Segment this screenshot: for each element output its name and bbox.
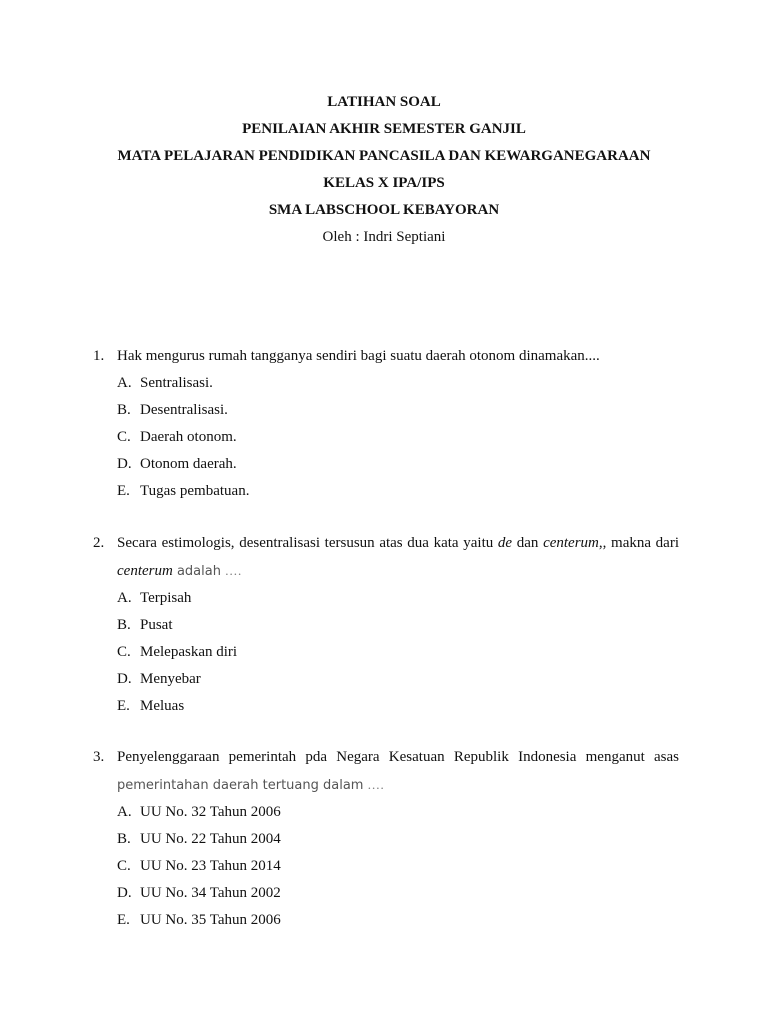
question-number: 1. [93, 348, 105, 364]
header-author: Oleh : Indri Septiani [322, 229, 446, 245]
option-text: UU No. 32 Tahun 2006 [140, 804, 281, 820]
option-item [117, 370, 679, 397]
option-letter: A. [117, 375, 132, 391]
question-2 [93, 530, 679, 720]
option-list [117, 370, 679, 505]
option-item [117, 826, 679, 853]
option-text: UU No. 34 Tahun 2002 [140, 885, 281, 901]
option-item [117, 424, 679, 451]
option-letter: E. [117, 483, 130, 499]
header-title: LATIHAN SOAL [327, 94, 441, 110]
option-letter: C. [117, 429, 131, 445]
option-item [117, 478, 679, 505]
question-3 [93, 744, 679, 934]
option-item [117, 397, 679, 424]
option-text: Daerah otonom. [140, 429, 237, 445]
header-subject: MATA PELAJARAN PENDIDIKAN PANCASILA DAN KEWARGANEGARAAN [117, 148, 651, 164]
option-letter: C. [117, 644, 131, 660]
option-item [117, 585, 679, 612]
option-item [117, 666, 679, 693]
option-text: Meluas [140, 698, 185, 714]
question-stem [93, 343, 679, 370]
option-text: Terpisah [140, 590, 192, 606]
option-item [117, 799, 679, 826]
option-item [117, 693, 679, 720]
option-letter: B. [117, 617, 131, 633]
option-letter: D. [117, 671, 132, 687]
option-text: UU No. 35 Tahun 2006 [140, 912, 281, 928]
document-header [0, 89, 768, 251]
option-letter: D. [117, 456, 132, 472]
option-list [117, 799, 679, 934]
option-item [117, 880, 679, 907]
option-item [117, 451, 679, 478]
header-class: KELAS X IPA/IPS [323, 175, 445, 191]
question-text-part: dan [512, 535, 544, 551]
option-text: Desentralisasi. [140, 402, 228, 418]
option-text: Melepaskan diri [140, 644, 238, 660]
option-letter: E. [117, 912, 130, 928]
option-letter: B. [117, 402, 131, 418]
option-letter: B. [117, 831, 131, 847]
option-letter: D. [117, 885, 132, 901]
option-text: Menyebar [140, 671, 201, 687]
option-text: Otonom daerah. [140, 456, 237, 472]
question-text-part: Secara estimologis, desentralisasi tersusun atas dua kata yaitu [117, 535, 498, 551]
option-item [117, 853, 679, 880]
header-school: SMA LABSCHOOL KEBAYORAN [268, 202, 500, 218]
option-item [117, 907, 679, 934]
option-list [117, 585, 679, 720]
option-letter: A. [117, 804, 132, 820]
option-letter: A. [117, 590, 132, 606]
header-exam-name: PENILAIAN AKHIR SEMESTER GANJIL [242, 121, 526, 137]
question-1 [93, 343, 679, 505]
option-text: UU No. 22 Tahun 2004 [140, 831, 281, 847]
question-number: 3. [93, 749, 105, 765]
question-ellipsis: .... [220, 563, 243, 578]
question-term-centerum: centerum [117, 563, 173, 579]
option-text: Tugas pembatuan. [140, 483, 250, 499]
question-text: Penyelenggaraan pemerintah pda Negara Kesatuan Republik Indonesia menganut asas [117, 749, 679, 765]
question-text: Hak mengurus rumah tangganya sendiri bagi suatu daerah otonom dinamakan.... [117, 348, 600, 364]
option-letter: E. [117, 698, 130, 714]
question-text-continued [117, 771, 679, 799]
question-term-centerum: centerum [543, 535, 599, 551]
option-text: Sentralisasi. [140, 375, 213, 391]
question-term-de: de [497, 535, 513, 551]
option-letter: C. [117, 858, 131, 874]
question-stem [93, 530, 679, 557]
question-text-part: pemerintahan daerah tertuang dalam [117, 778, 364, 793]
question-text [117, 530, 679, 557]
option-item [117, 612, 679, 639]
question-stem [93, 744, 679, 771]
question-ellipsis: .... [363, 777, 385, 792]
question-number: 2. [93, 535, 105, 551]
option-item [117, 639, 679, 666]
question-text-continued [117, 557, 679, 585]
question-text-part: ,, makna dari [598, 535, 679, 551]
option-text: UU No. 23 Tahun 2014 [140, 858, 281, 874]
question-text-part: adalah [172, 564, 221, 579]
option-text: Pusat [140, 617, 173, 633]
